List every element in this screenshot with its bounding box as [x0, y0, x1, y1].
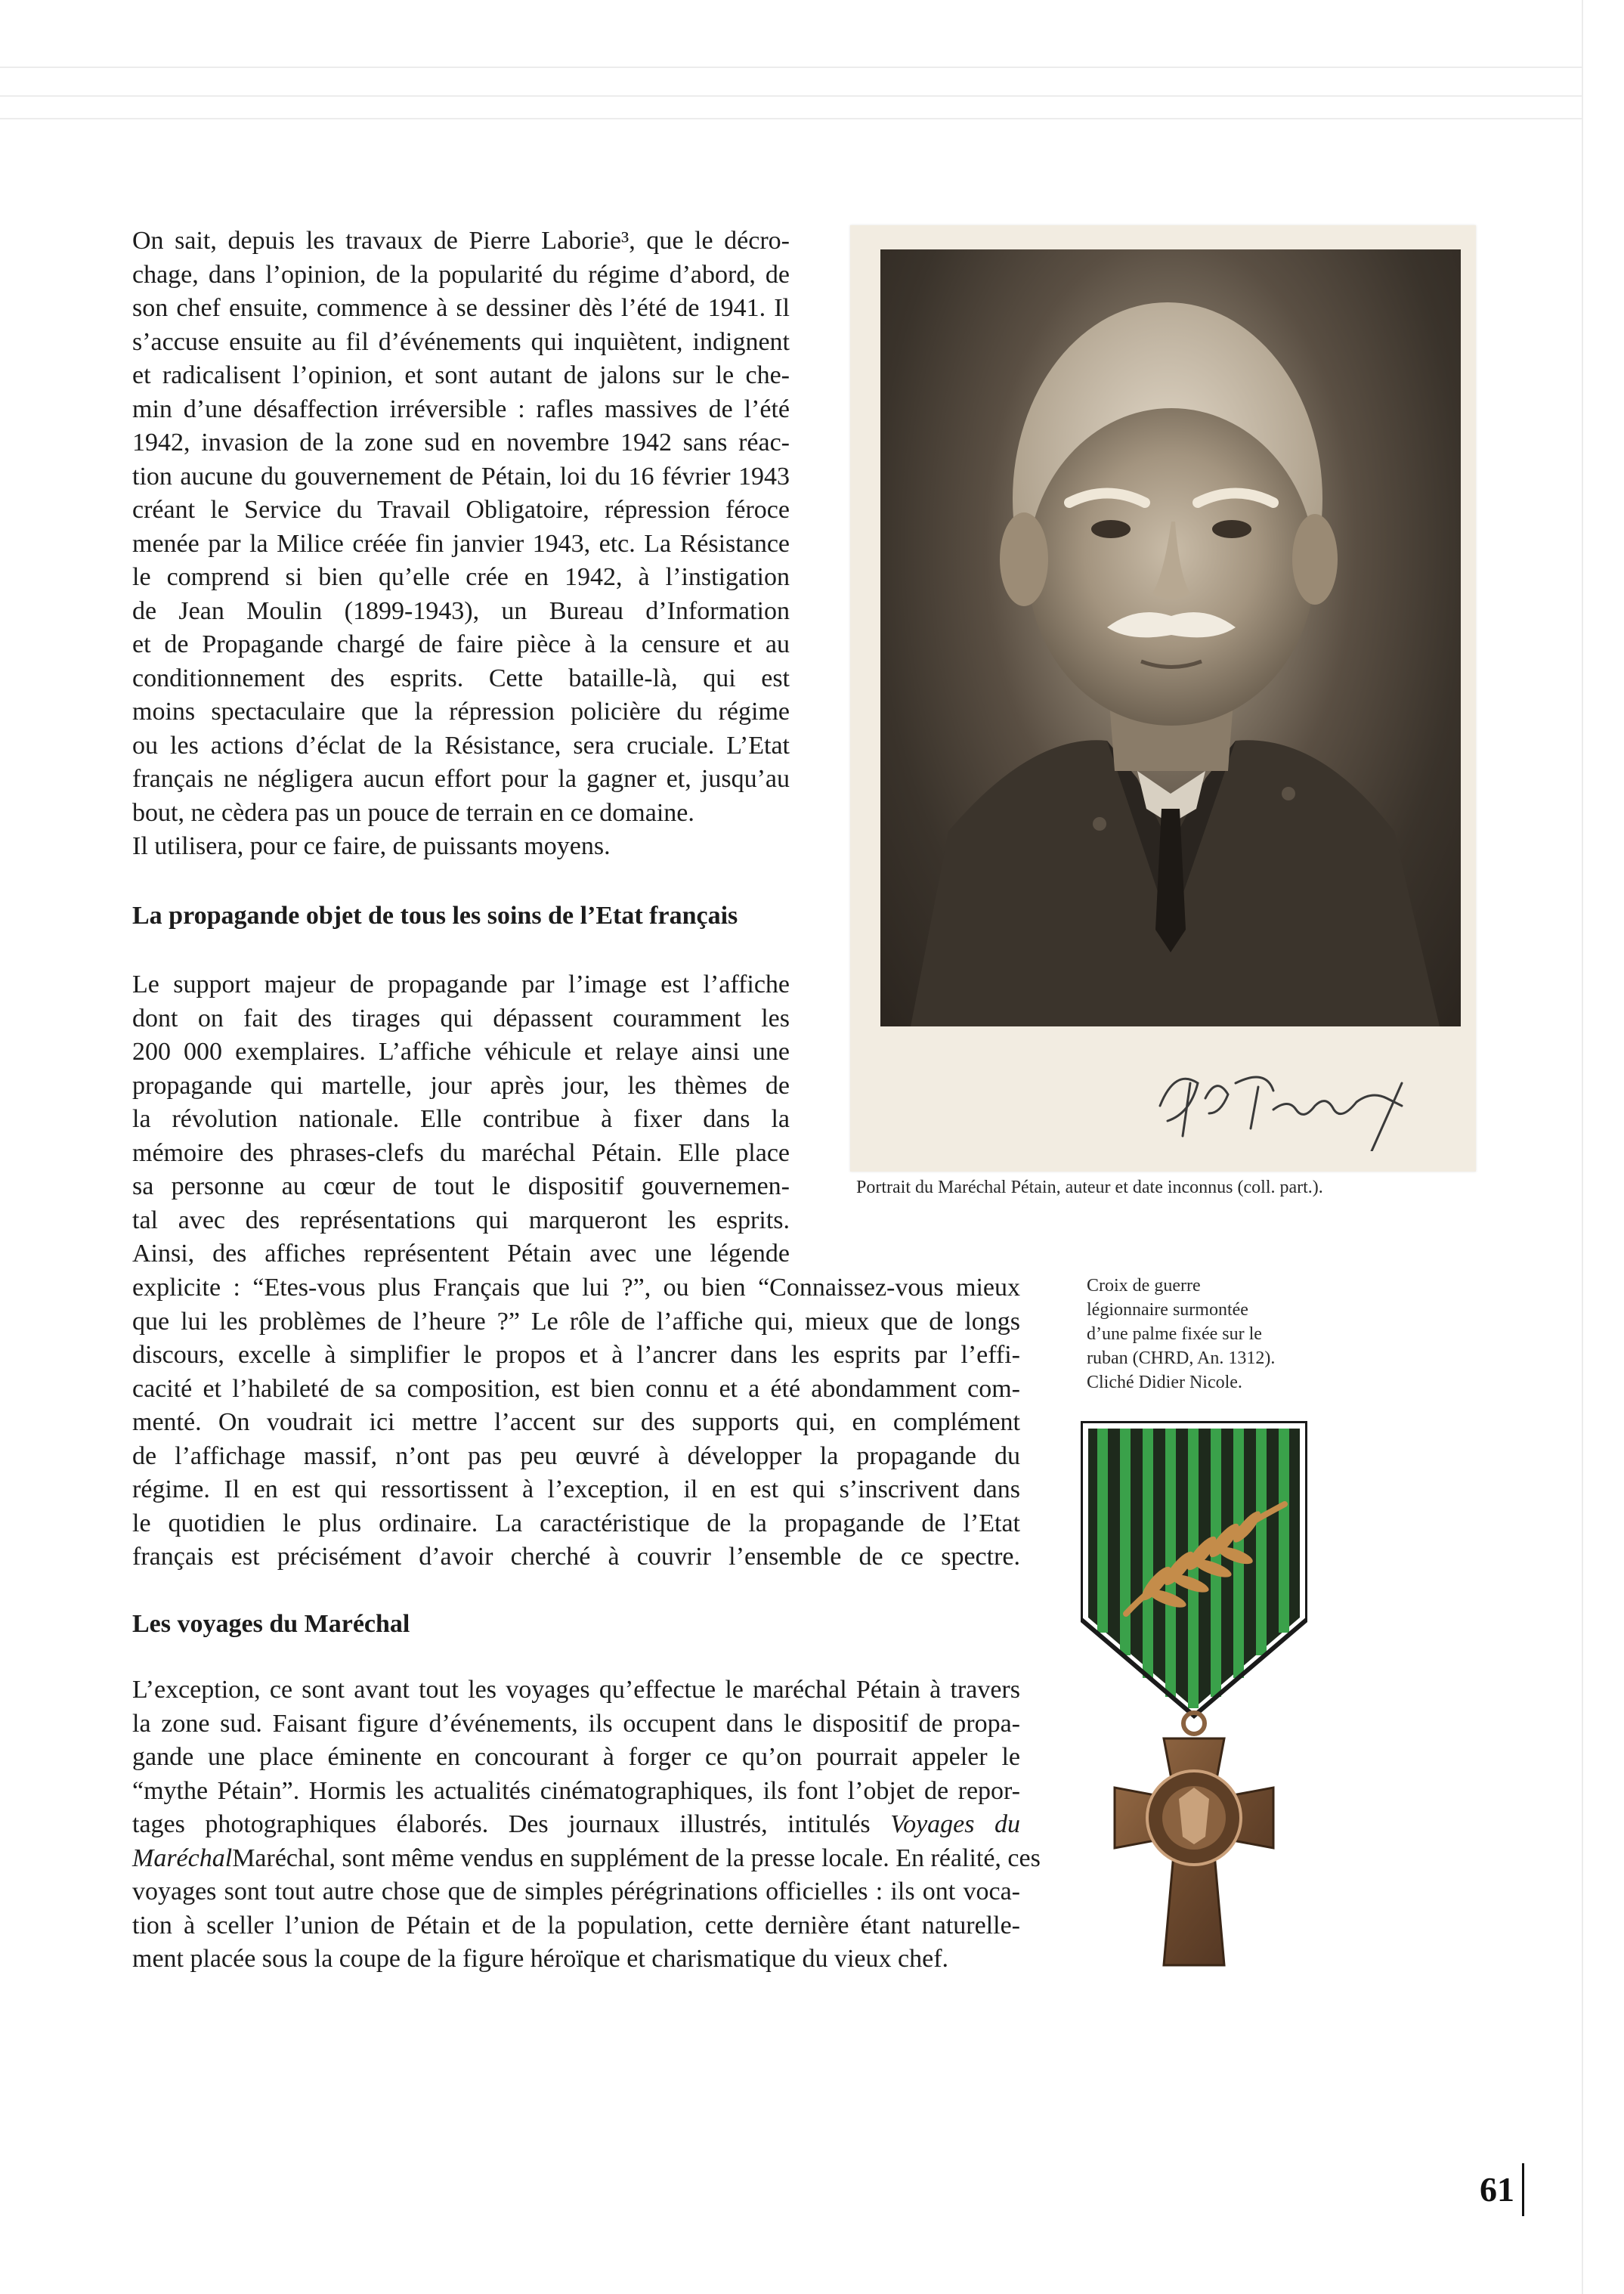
intro-paragraph: [132, 224, 790, 864]
header-rule: [0, 67, 1583, 68]
text-line: 1942, invasion de la zone sud en novembre 1942 sans réac-: [132, 429, 790, 457]
text-line: [132, 1808, 1020, 1842]
text-line: français est précisément d’avoir cherché à couvrir l’ensemble de ce spectre.: [132, 1543, 1020, 1571]
text-line: L’exception, ce sont avant tout les voyages qu’effectue le maréchal Pétain à travers: [132, 1676, 1020, 1704]
text-line: et radicalisent l’opinion, et sont autant de jalons sur le che-: [132, 361, 790, 389]
section2-paragraph: [132, 1673, 1041, 1977]
signature: [1145, 1053, 1432, 1151]
text-line: Ainsi, des affiches représentent Pétain avec une légende: [132, 1240, 790, 1268]
section1-paragraph-wide: [132, 1271, 1020, 1574]
text-line: le quotidien le plus ordinaire. La caractéristique de la propagande de l’Etat: [132, 1509, 1020, 1537]
text-line: créant le Service du Travail Obligatoire, répression féroce: [132, 496, 790, 524]
header-rule: [0, 118, 1583, 119]
text-line: le comprend si bien qu’elle crée en 1942, à l’instigation: [132, 563, 790, 591]
text-line: min d’une désaffection irréversible : rafles massives de l’été: [132, 395, 790, 423]
text-line: et de Propagande chargé de faire pièce à la censure et au: [132, 630, 790, 658]
text-line: gande une place éminente en concourant à forger ce qu’on pourrait appeler le: [132, 1743, 1020, 1771]
text-line: tal avec des représentations qui marqueront les esprits.: [132, 1206, 790, 1234]
caption-line: Croix de guerre: [1087, 1276, 1201, 1296]
header-rule: [0, 95, 1583, 97]
text-line: conditionnement des esprits. Cette bataille-là, qui est: [132, 664, 790, 692]
text-run: Maréchal, sont même vendus en supplément de la presse locale. En réalité, ces: [232, 1844, 1041, 1872]
text-line: dont on fait des tirages qui dépassent couramment les: [132, 1004, 790, 1032]
text-line: la zone sud. Faisant figure d’événements, ils occupent dans le dispositif de propa-: [132, 1709, 1020, 1738]
portrait-figure: [850, 225, 1476, 1172]
text-line: ou les actions d’éclat de la Résistance, sera cruciale. L’Etat: [132, 731, 790, 760]
text-run: tages photographiques élaborés. Des journaux illustrés, intitulés: [132, 1810, 891, 1838]
italic-title: Voyages du: [890, 1810, 1020, 1838]
text-line: ment placée sous la coupe de la figure héroïque et charismatique du vieux chef.: [132, 1945, 949, 1973]
section-heading-voyages: Les voyages du Maréchal: [132, 1610, 410, 1638]
text-line: français ne négligera aucun effort pour la gagner et, jusqu’au: [132, 765, 790, 793]
portrait-caption: Portrait du Maréchal Pétain, auteur et date inconnus (coll. part.).: [856, 1178, 1323, 1197]
page-edge-rule: [1582, 0, 1583, 2294]
text-line: que lui les problèmes de l’heure ?” Le rôle de l’affiche qui, mieux que de longs: [132, 1307, 1020, 1336]
page-number-rule: [1522, 2163, 1524, 2216]
text-line: de Jean Moulin (1899-1943), un Bureau d’Information: [132, 596, 790, 625]
text-line: tion aucune du gouvernement de Pétain, loi du 16 février 1943: [132, 462, 790, 491]
text-line: [132, 1842, 1041, 1876]
text-line: son chef ensuite, commence à se dessiner dès l’été de 1941. Il: [132, 294, 790, 322]
caption-line: ruban (CHRD, An. 1312).: [1087, 1348, 1276, 1368]
medal-caption: [1087, 1274, 1336, 1395]
medal-image: [1081, 1421, 1307, 1995]
caption-line: légionnaire surmontée: [1087, 1300, 1248, 1320]
section1-paragraph: [132, 968, 790, 1271]
section-heading-propagande: La propagande objet de tous les soins de l’Etat français: [132, 902, 738, 930]
text-line: tion à sceller l’union de Pétain et de la population, cette dernière étant naturelle-: [132, 1911, 1020, 1940]
text-line: de l’affichage massif, n’ont pas peu œuvré à développer la propagande du: [132, 1441, 1020, 1470]
text-line: propagande qui martelle, jour après jour, les thèmes de: [132, 1071, 790, 1100]
text-line: sa personne au cœur de tout le dispositif gouvernemen-: [132, 1172, 790, 1200]
text-line: 200 000 exemplaires. L’affiche véhicule et relaye ainsi une: [132, 1038, 790, 1066]
text-line: moins spectaculaire que la répression policière du régime: [132, 698, 790, 726]
text-line: discours, excelle à simplifier le propos et à l’ancrer dans les esprits par l’effi-: [132, 1341, 1020, 1369]
text-line: mémoire des phrases-clefs du maréchal Pétain. Elle place: [132, 1138, 790, 1167]
text-line: “mythe Pétain”. Hormis les actualités cinématographiques, ils font l’objet de repor-: [132, 1776, 1020, 1805]
portrait-photo: [880, 249, 1461, 1026]
text-line: chage, dans l’opinion, de la popularité du régime d’abord, de: [132, 260, 790, 289]
italic-title: Maréchal: [132, 1844, 233, 1872]
text-line: menté. On voudrait ici mettre l’accent sur des supports qui, en complément: [132, 1408, 1020, 1436]
caption-line: Cliché Didier Nicole.: [1087, 1373, 1242, 1392]
text-line: menée par la Milice créée fin janvier 1943, etc. La Résistance: [132, 529, 790, 558]
caption-line: d’une palme fixée sur le: [1087, 1324, 1262, 1344]
text-line: voyages sont tout autre chose que de simples pérégrinations officielles : ils ont voca-: [132, 1878, 1020, 1905]
text-line: cacité et l’habileté de sa composition, est bien connu et a été abondamment com-: [132, 1374, 1020, 1403]
text-line: Il utilisera, pour ce faire, de puissants moyens.: [132, 832, 611, 860]
text-line: Le support majeur de propagande par l’image est l’affiche: [132, 971, 790, 998]
text-line: explicite : “Etes-vous plus Français que lui ?”, ou bien “Connaissez-vous mieux: [132, 1274, 1020, 1302]
page-number: 61: [1480, 2170, 1514, 2209]
text-line: la révolution nationale. Elle contribue à fixer dans la: [132, 1105, 790, 1133]
text-line: On sait, depuis les travaux de Pierre Laborie³, que le décro-: [132, 227, 790, 255]
text-line: s’accuse ensuite au fil d’événements qui inquiètent, indignent: [132, 327, 790, 356]
text-line: régime. Il en est qui ressortissent à l’exception, il en est qui s’inscrivent dans: [132, 1475, 1020, 1503]
text-line: bout, ne cèdera pas un pouce de terrain en ce domaine.: [132, 798, 694, 827]
